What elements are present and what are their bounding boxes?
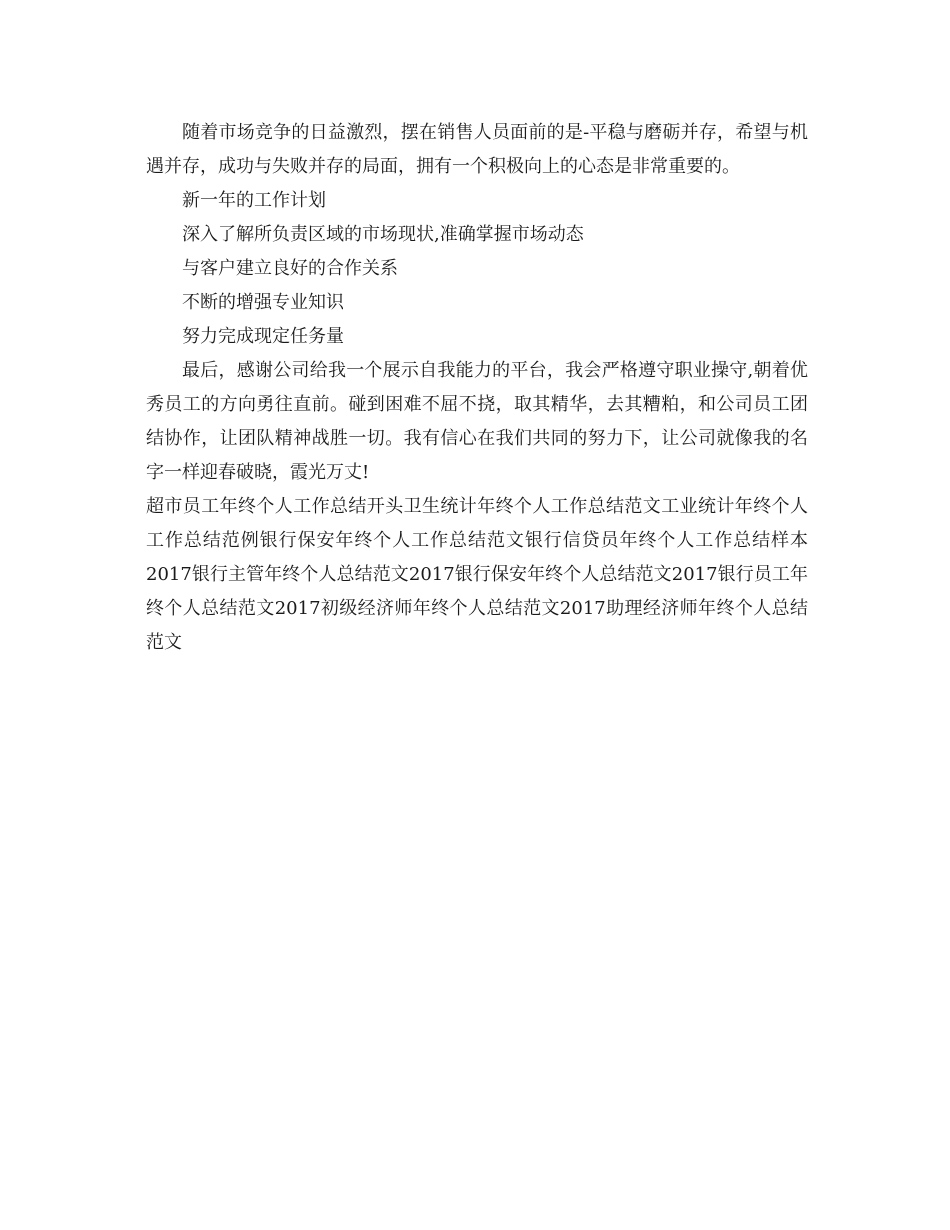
plan-item-tasks: 努力完成现定任务量 [182, 326, 344, 347]
paragraph-closing: 最后，感谢公司给我一个展示自我能力的平台，我会严格遵守职业操守,朝着优秀员工的方向勇往直前。碰到困难不屈不挠，取其精华，去其糟粕，和公司员工团结协作，让团队精神战胜一切。我有信心在我们共同的努力下，让公司就像我的名字一样迎春破晓，霞光万丈! [146, 360, 808, 483]
related-articles: 超市员工年终个人工作总结开头卫生统计年终个人工作总结范文工业统计年终个人工作总结范例银行保安年终个人工作总结范文银行信贷员年终个人工作总结样本2017银行主管年终个人总结范文2017银行保安年终个人总结范文2017银行员工年终个人总结范文2017初级经济师年终个人总结范文2017助理经济师年终个人总结范文 [146, 496, 808, 653]
document-body [146, 116, 808, 660]
plan-item-market: 深入了解所负责区域的市场现状,准确掌握市场动态 [182, 224, 584, 245]
plan-heading: 新一年的工作计划 [182, 190, 326, 211]
plan-item-customers: 与客户建立良好的合作关系 [182, 258, 398, 279]
plan-item-knowledge: 不断的增强专业知识 [182, 292, 344, 313]
paragraph-intro: 随着市场竞争的日益激烈，摆在销售人员面前的是-平稳与磨砺并存，希望与机遇并存，成功与失败并存的局面，拥有一个积极向上的心态是非常重要的。 [146, 122, 808, 177]
